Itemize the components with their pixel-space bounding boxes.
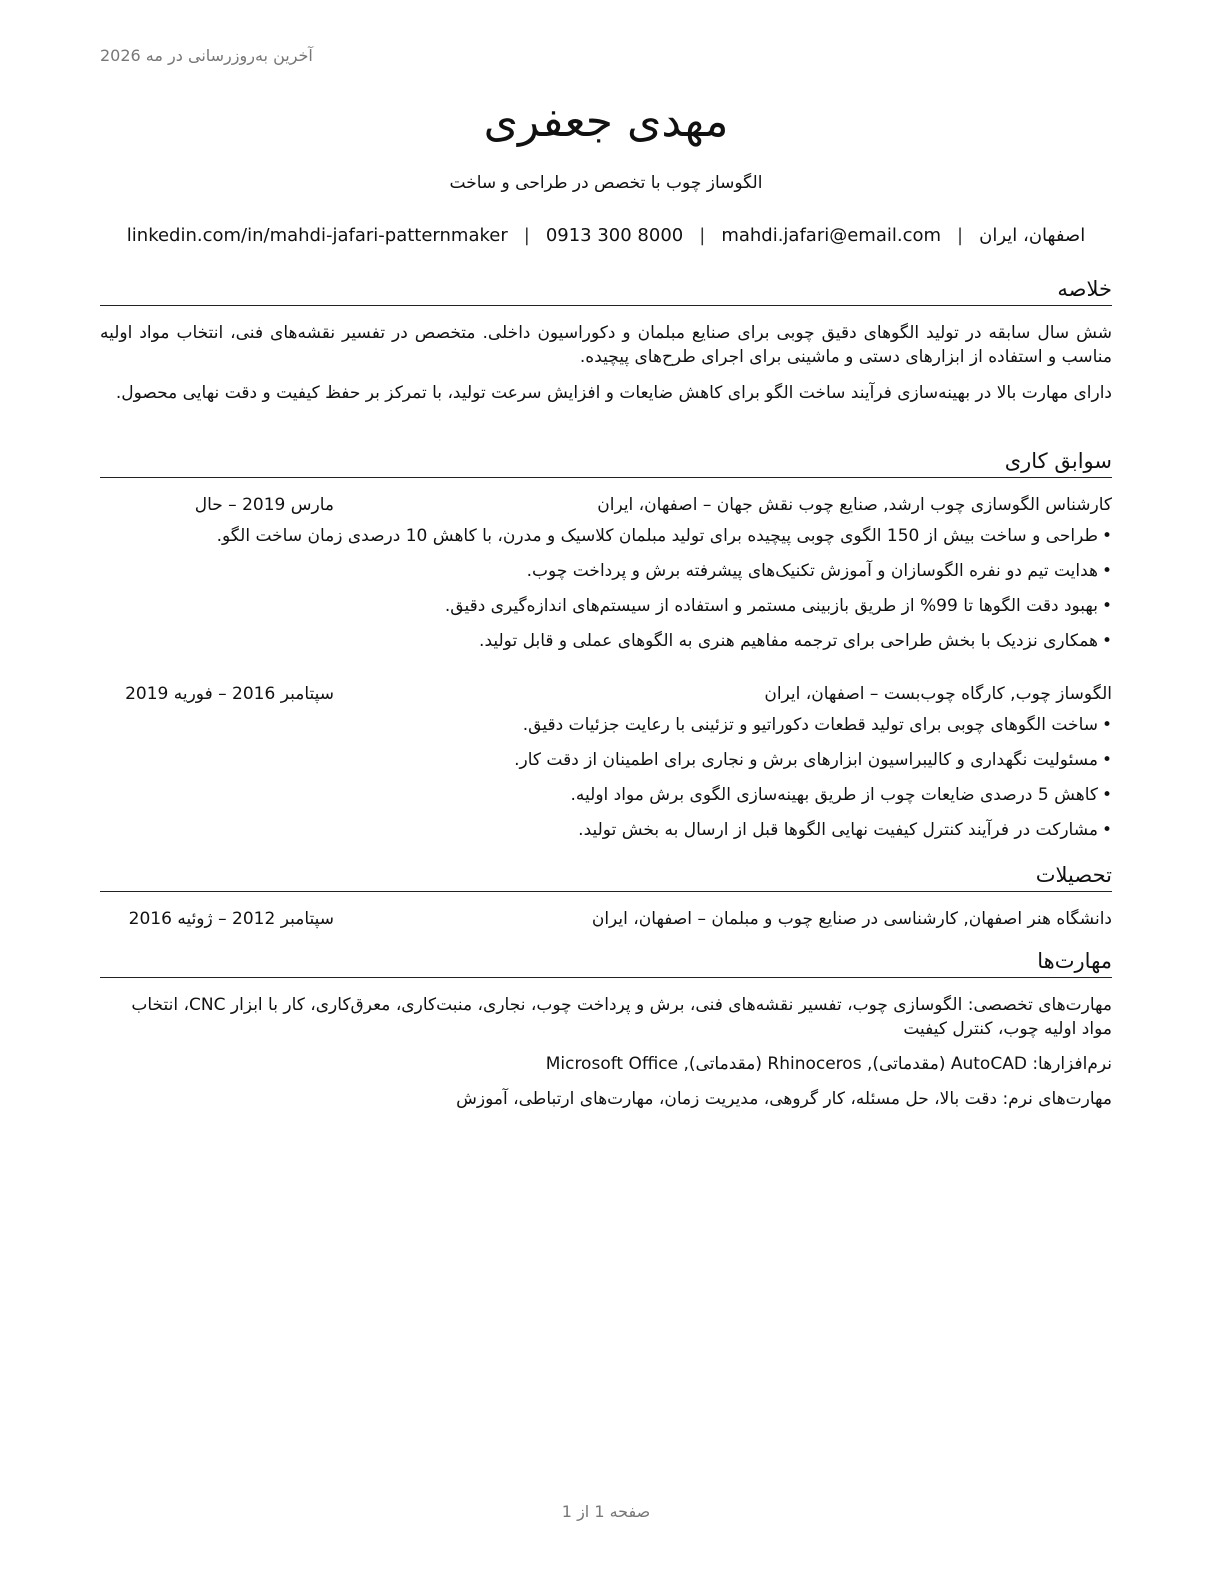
education-dates: سپتامبر 2012 – ژوئیه 2016 (128, 909, 334, 929)
section-title-skills: مهارت‌ها (100, 946, 1112, 978)
job-dates: مارس 2019 – حال (194, 495, 334, 515)
skills-line: مهارت‌های تخصصی: الگوسازی چوب، تفسیر نقشه‌های فنی، برش و پرداخت چوب، نجاری، منبت‌کاری، معرق‌کاری، کار با ابزار CNC، انتخاب مواد اولیه چوب، کنترل کیفیت (131, 995, 1112, 1039)
resume-page (100, 0, 1112, 1584)
list-item (100, 817, 1112, 852)
job-bullets (100, 523, 1112, 663)
contact-line (100, 222, 1112, 250)
bullet-dot: • (1101, 596, 1112, 616)
bullet-text: مسئولیت نگهداری و کالیبراسیون ابزارهای برش و نجاری برای اطمینان از دقت کار. (514, 750, 1098, 770)
job-header (100, 681, 1112, 707)
headline: الگوساز چوب با تخصص در طراحی و ساخت (449, 173, 763, 193)
education-entry (100, 906, 1112, 932)
contact-linkedin[interactable]: linkedin.com/in/mahdi-jafari-patternmaker (126, 225, 508, 246)
section-title-experience: سوابق کاری (100, 446, 1112, 478)
contact-email[interactable]: mahdi.jafari@email.com (721, 225, 942, 246)
last-updated: آخرین به‌روزرسانی در مه 2026 (100, 46, 313, 65)
bullet-dot: • (1101, 561, 1112, 581)
bullet-text: بهبود دقت الگوها تا 99% از طریق بازبینی مستمر و استفاده از سیستم‌های اندازه‌گیری دقیق. (444, 596, 1098, 616)
candidate-name: مهدی جعفری (483, 96, 729, 147)
bullet-text: کاهش 5 درصدی ضایعات چوب از طریق بهینه‌سازی الگوی برش مواد اولیه. (570, 785, 1098, 805)
contact-separator: | (957, 225, 964, 246)
job-header (100, 492, 1112, 518)
summary-paragraph: دارای مهارت بالا در بهینه‌سازی فرآیند ساخت الگو برای کاهش ضایعات و افزایش سرعت تولید، با تمرکز بر حفظ کیفیت و دقت نهایی محصول. (115, 383, 1112, 403)
section-title-summary: خلاصه (100, 274, 1112, 306)
bullet-dot: • (1101, 631, 1112, 651)
job-title: کارشناس الگوسازی چوب ارشد, صنایع چوب نقش جهان – اصفهان، ایران (597, 495, 1112, 515)
contact-separator: | (699, 225, 706, 246)
bullet-dot: • (1101, 750, 1112, 770)
bullet-dot: • (1101, 526, 1112, 546)
bullet-dot: • (1101, 820, 1112, 840)
job-bullets (100, 712, 1112, 852)
skills-line: نرم‌افزارها: AutoCAD (مقدماتی), Rhinoceros (مقدماتی), Microsoft Office (545, 1054, 1112, 1074)
bullet-text: هدایت تیم دو نفره الگوسازان و آموزش تکنیک‌های پیشرفته برش و پرداخت چوب. (526, 561, 1098, 581)
contact-location: اصفهان، ایران (979, 225, 1086, 246)
bullet-text: همکاری نزدیک با بخش طراحی برای ترجمه مفاهیم هنری به الگوهای عملی و قابل تولید. (479, 631, 1098, 651)
list-item (100, 712, 1112, 747)
list-item (100, 628, 1112, 663)
page-number: صفحه 1 از 1 (561, 1502, 651, 1521)
list-item (100, 593, 1112, 628)
education-title: دانشگاه هنر اصفهان, کارشناسی در صنایع چوب و مبلمان – اصفهان، ایران (591, 909, 1112, 929)
bullet-dot: • (1101, 715, 1112, 735)
contact-phone[interactable]: 0913 300 8000 (545, 225, 684, 246)
list-item (100, 747, 1112, 782)
skills-line: مهارت‌های نرم: دقت بالا، حل مسئله، کار گروهی، مدیریت زمان، مهارت‌های ارتباطی، آموزش (456, 1089, 1112, 1109)
bullet-text: ساخت الگوهای چوبی برای تولید قطعات دکوراتیو و تزئینی با رعایت جزئیات دقیق. (522, 715, 1098, 735)
section-title-education: تحصیلات (100, 860, 1112, 892)
list-item (100, 558, 1112, 593)
job-title: الگوساز چوب, کارگاه چوب‌بست – اصفهان، ایران (764, 684, 1112, 704)
bullet-text: طراحی و ساخت بیش از 150 الگوی چوبی پیچیده برای تولید مبلمان کلاسیک و مدرن، با کاهش 10 درصدی زمان ساخت الگو. (216, 526, 1098, 546)
bullet-text: مشارکت در فرآیند کنترل کیفیت نهایی الگوها قبل از ارسال به بخش تولید. (578, 820, 1098, 840)
bullet-dot: • (1101, 785, 1112, 805)
contact-separator: | (523, 225, 530, 246)
list-item (100, 782, 1112, 817)
list-item (100, 523, 1112, 558)
summary-paragraph: شش سال سابقه در تولید الگوهای دقیق چوبی برای صنایع مبلمان و دکوراسیون داخلی. متخصص در تفسیر نقشه‌های فنی، انتخاب مواد اولیه مناسب و استفاده از ابزارهای دستی و ماشینی برای اجرای طرح‌های پیچیده. (100, 323, 1112, 367)
job-dates: سپتامبر 2016 – فوریه 2019 (125, 684, 334, 704)
